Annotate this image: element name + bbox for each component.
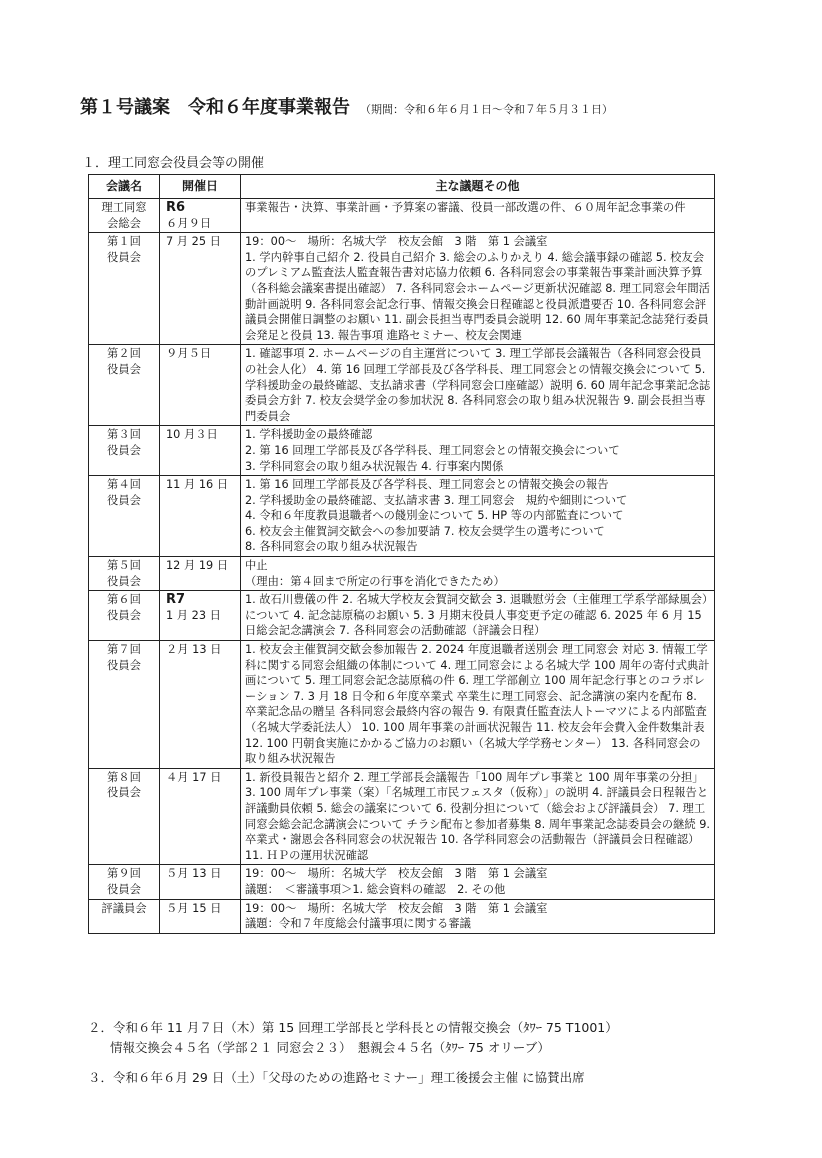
header-meeting-name: 会議名	[89, 175, 160, 199]
topic-line: （理由：第４回まで所定の行事を消化できたため）	[245, 574, 505, 588]
date-text: 7 月 25 日	[166, 235, 221, 249]
date-text: 10 月３日	[166, 428, 218, 442]
section-3: ３．令和６年６月 29 日（土）「父母のための進路セミナー」理工後援会主催 に協賛出席	[88, 1070, 585, 1085]
topic-line: 1. 故石川豊儀の件 2. 名城大学校友会賀詞交歓会 3. 退職慰労会（主催理工学系学部緑風会）について 4. 記念誌原稿のお願い 5. 3 月期末役員人事変更予定の確認 6. 2025 年 6 月 15 日総会記念講演会 7. 各科同窓会の活動確認（評議会日程）	[245, 593, 708, 638]
meeting-name-line: 第５回	[107, 559, 141, 573]
meeting-topics	[241, 557, 715, 591]
topic-line: 3. 学科同窓会の取り組み状況報告 4. 行事案内関係	[245, 459, 504, 473]
meeting-name-line: 会総会	[107, 216, 141, 230]
table-row	[89, 591, 715, 641]
date-text: ５月 15 日	[166, 901, 222, 915]
meeting-name	[89, 345, 160, 426]
document-title	[80, 93, 613, 119]
meeting-topics	[241, 865, 715, 899]
meeting-topics	[241, 641, 715, 769]
meeting-name-line: 第７回	[107, 643, 141, 657]
meeting-topics	[241, 233, 715, 345]
topic-line: 1. 学内幹事自己紹介 2. 役員自己紹介 3. 総会のふりかえり 4. 総会議事録の確認 5. 校友会のプレミアム監査法人監査報告書対応協力依頼 6. 各科同窓会の事業報告事業計画決算予算（各科総会議案書提出確認） 7. 各科同窓会ホームページ更新状況確認 8. 理工同窓会年間活動計画説明 9. 各科同窓会記念行事、情報交換会日程確認と役員派遣要否 10. 各科同窓会評議員会開催日調整のお願い 11. 副会長担当専門委員会説明 12. 60 周年事業記念誌発行委員会発足と役員 13. 報告事項 進路セミナー、校友会関連	[245, 250, 710, 342]
meeting-date	[160, 899, 241, 933]
topic-line: 19：00～ 場所：名城大学 校友会館 3 階 第 1 会議室	[245, 867, 548, 881]
meeting-name-line: 第８回	[107, 770, 141, 784]
meeting-name	[89, 426, 160, 476]
meeting-topics	[241, 345, 715, 426]
meeting-name-line: 第１回	[107, 235, 141, 249]
meeting-name-line: 役員会	[107, 443, 141, 457]
meeting-name-line: 第３回	[107, 428, 141, 442]
meeting-name	[89, 199, 160, 233]
table-row	[89, 426, 715, 476]
meeting-name-line: 第６回	[107, 593, 141, 607]
meeting-name-line: 役員会	[107, 658, 141, 672]
meeting-date	[160, 233, 241, 345]
date-text: ５月 13 日	[166, 867, 222, 881]
meeting-name	[89, 768, 160, 865]
meeting-name	[89, 476, 160, 557]
topic-line: 中止	[245, 559, 268, 573]
meeting-name-line: 役員会	[107, 882, 141, 896]
topic-line: 1. 校友会主催賀詞交歓会参加報告 2. 2024 年度退職者送別会 理工同窓会 対応 3. 情報工学科に関する同窓会組織の体制について 4. 理工同窓会による名城大学 100 周年の寄付式典計画について 5. 理工同窓会記念誌原稿の件 6. 理工学部創立 100 周年記念行事とのコラボレーション 7. 3 月 18 日令和６年度卒業式 卒業生に理工同窓会、記念講演の案内を配布 8. 卒業記念品の贈呈 各科同窓会最終内容の報告 9. 有限責任監査法人トーマツによる内部監査（名城大学委託法人） 10. 100 周年事業の計画状況報告 11. 校友会年会費入金件数集計表 12. 100 円朝食実施にかかるご協力のお願い（名城大学学務センター） 13. 各科同窓会の取り組み状況報告	[245, 643, 710, 766]
meeting-name	[89, 865, 160, 899]
section-1-heading: １．理工同窓会役員会等の開催	[82, 156, 265, 171]
meeting-topics	[241, 899, 715, 933]
header-date: 開催日	[160, 175, 241, 199]
topic-line: 2. 第 16 回理工学部長及び各学科長、理工同窓会との情報交換会について	[245, 443, 620, 457]
meeting-name	[89, 233, 160, 345]
meeting-name-line: 理工同窓	[101, 201, 147, 214]
header-main-topics: 主な議題その他	[241, 175, 715, 199]
section-2-line-2: 情報交換会４５名（学部２１ 同窓会２３） 懇親会４５名（ﾀﾜｰ 75 オリーブ）	[110, 1040, 550, 1055]
date-text: ２月 13 日	[166, 643, 222, 657]
topic-line: 1. 新役員報告と紹介 2. 理工学部長会議報告「100 周年プレ事業と 100 周年事業の分担」 3. 100 周年プレ事業（案）「名城理工市民フェスタ（仮称）」の説明 4. 評議員会日程報告と評議動員依頼 5. 総会の議案について 6. 役割分担について（総会および評議員会） 7. 理工同窓会総会記念講演会について チラシ配布と参加者募集 8. 周年事業記念誌委員会の継続 9. 卒業式・謝恩会各科同窓会の状況報告 10. 各学科同窓会の活動報告（評議員会日程確認） 11. ＨＰの運用状況確認	[245, 770, 710, 862]
meeting-topics	[241, 426, 715, 476]
meeting-name	[89, 557, 160, 591]
table-row	[89, 557, 715, 591]
meeting-name-line: 第４回	[107, 478, 141, 492]
table-header-row	[89, 175, 715, 199]
date-text: ６月９日	[166, 216, 212, 230]
meeting-name-line: 役員会	[107, 574, 141, 588]
meeting-topics	[241, 768, 715, 865]
section-2	[88, 1018, 618, 1058]
meeting-name	[89, 899, 160, 933]
topic-line: 2. 学科援助金の最終確認、支払請求書 3. 理工同窓会 規約や細則について	[245, 493, 628, 507]
meeting-date	[160, 865, 241, 899]
date-text: 12 月 19 日	[166, 559, 229, 573]
meeting-name-line: 役員会	[107, 608, 141, 622]
meeting-date	[160, 557, 241, 591]
table-row	[89, 476, 715, 557]
table-row	[89, 641, 715, 769]
meeting-topics	[241, 199, 715, 233]
meeting-topics	[241, 476, 715, 557]
topic-line: 8. 各科同窓会の取り組み状況報告	[245, 540, 418, 554]
topic-line: 6. 校友会主催賀詞交歓会への参加要請 7. 校友会奨学生の選考について	[245, 524, 605, 538]
topic-line: 4. 令和６年度教員退職者への餞別金について 5. HP 等の内部監査について	[245, 509, 624, 523]
date-text: ４月 17 日	[166, 770, 222, 784]
meeting-date	[160, 641, 241, 769]
table-row	[89, 768, 715, 865]
meeting-name-line: 役員会	[107, 250, 141, 264]
date-text: 11 月 16 日	[166, 478, 229, 492]
report-period: （期間：令和６年６月１日～令和７年５月３１日）	[360, 103, 613, 116]
topic-line: 1. 学科援助金の最終確認	[245, 428, 373, 442]
topic-line: 議題：令和７年度総会付議事項に関する審議	[245, 917, 471, 931]
topic-line: 議題： ＜審議事項＞1. 総会資料の確認 2. その他	[245, 882, 506, 896]
era-label: R7	[166, 592, 186, 608]
meetings-table	[88, 174, 715, 934]
meeting-date	[160, 345, 241, 426]
table-row	[89, 199, 715, 233]
meeting-name	[89, 641, 160, 769]
topic-line: 19：00～ 場所：名城大学 校友会館 3 階 第 1 会議室	[245, 235, 548, 249]
meeting-name-line: 評議員会	[101, 901, 147, 915]
topic-line: 1. 確認事項 2. ホームページの自主運営について 3. 理工学部長会議報告（各科同窓会役員の社会人化） 4. 第 16 回理工学部長及び各学科長、理工同窓会との情報交換会について 5. 学科援助金の最終確認、支払請求書（学科同窓会口座確認）説明 6. 60 周年記念事業記念誌委員会方針 7. 校友会奨学金の参加状況 8. 各科同窓会の取り組み状況報告 9. 副会長担当専門委員会	[245, 347, 711, 423]
meeting-date	[160, 199, 241, 233]
meeting-date	[160, 476, 241, 557]
date-text: 1 月 23 日	[166, 608, 221, 622]
meeting-date	[160, 426, 241, 476]
date-text: ９月５日	[166, 347, 212, 361]
meeting-name-line: 役員会	[107, 786, 141, 800]
topic-line: 1. 第 16 回理工学部長及び各学科長、理工同窓会との情報交換会の報告	[245, 478, 609, 492]
meeting-topics	[241, 591, 715, 641]
topic-line: 事業報告・決算、事業計画・予算案の審議、役員一部改選の件、６０周年記念事業の件	[245, 201, 686, 214]
era-label: R6	[166, 200, 186, 215]
meeting-name-line: 役員会	[107, 362, 141, 376]
table-row	[89, 899, 715, 933]
table-row	[89, 345, 715, 426]
meeting-name-line: 役員会	[107, 493, 141, 507]
meeting-date	[160, 768, 241, 865]
meeting-name	[89, 591, 160, 641]
topic-line: 19：00～ 場所：名城大学 校友会館 3 階 第 1 会議室	[245, 901, 548, 915]
meeting-date	[160, 591, 241, 641]
meeting-name-line: 第２回	[107, 347, 141, 361]
meeting-name-line: 第９回	[107, 867, 141, 881]
title-text: 第１号議案 令和６年度事業報告	[80, 97, 350, 118]
table-row	[89, 233, 715, 345]
table-row	[89, 865, 715, 899]
section-2-line-1: ２．令和６年 11 月７日（木）第 15 回理工学部長と学科長との情報交換会（ﾀﾜｰ 75 T1001）	[88, 1020, 618, 1035]
